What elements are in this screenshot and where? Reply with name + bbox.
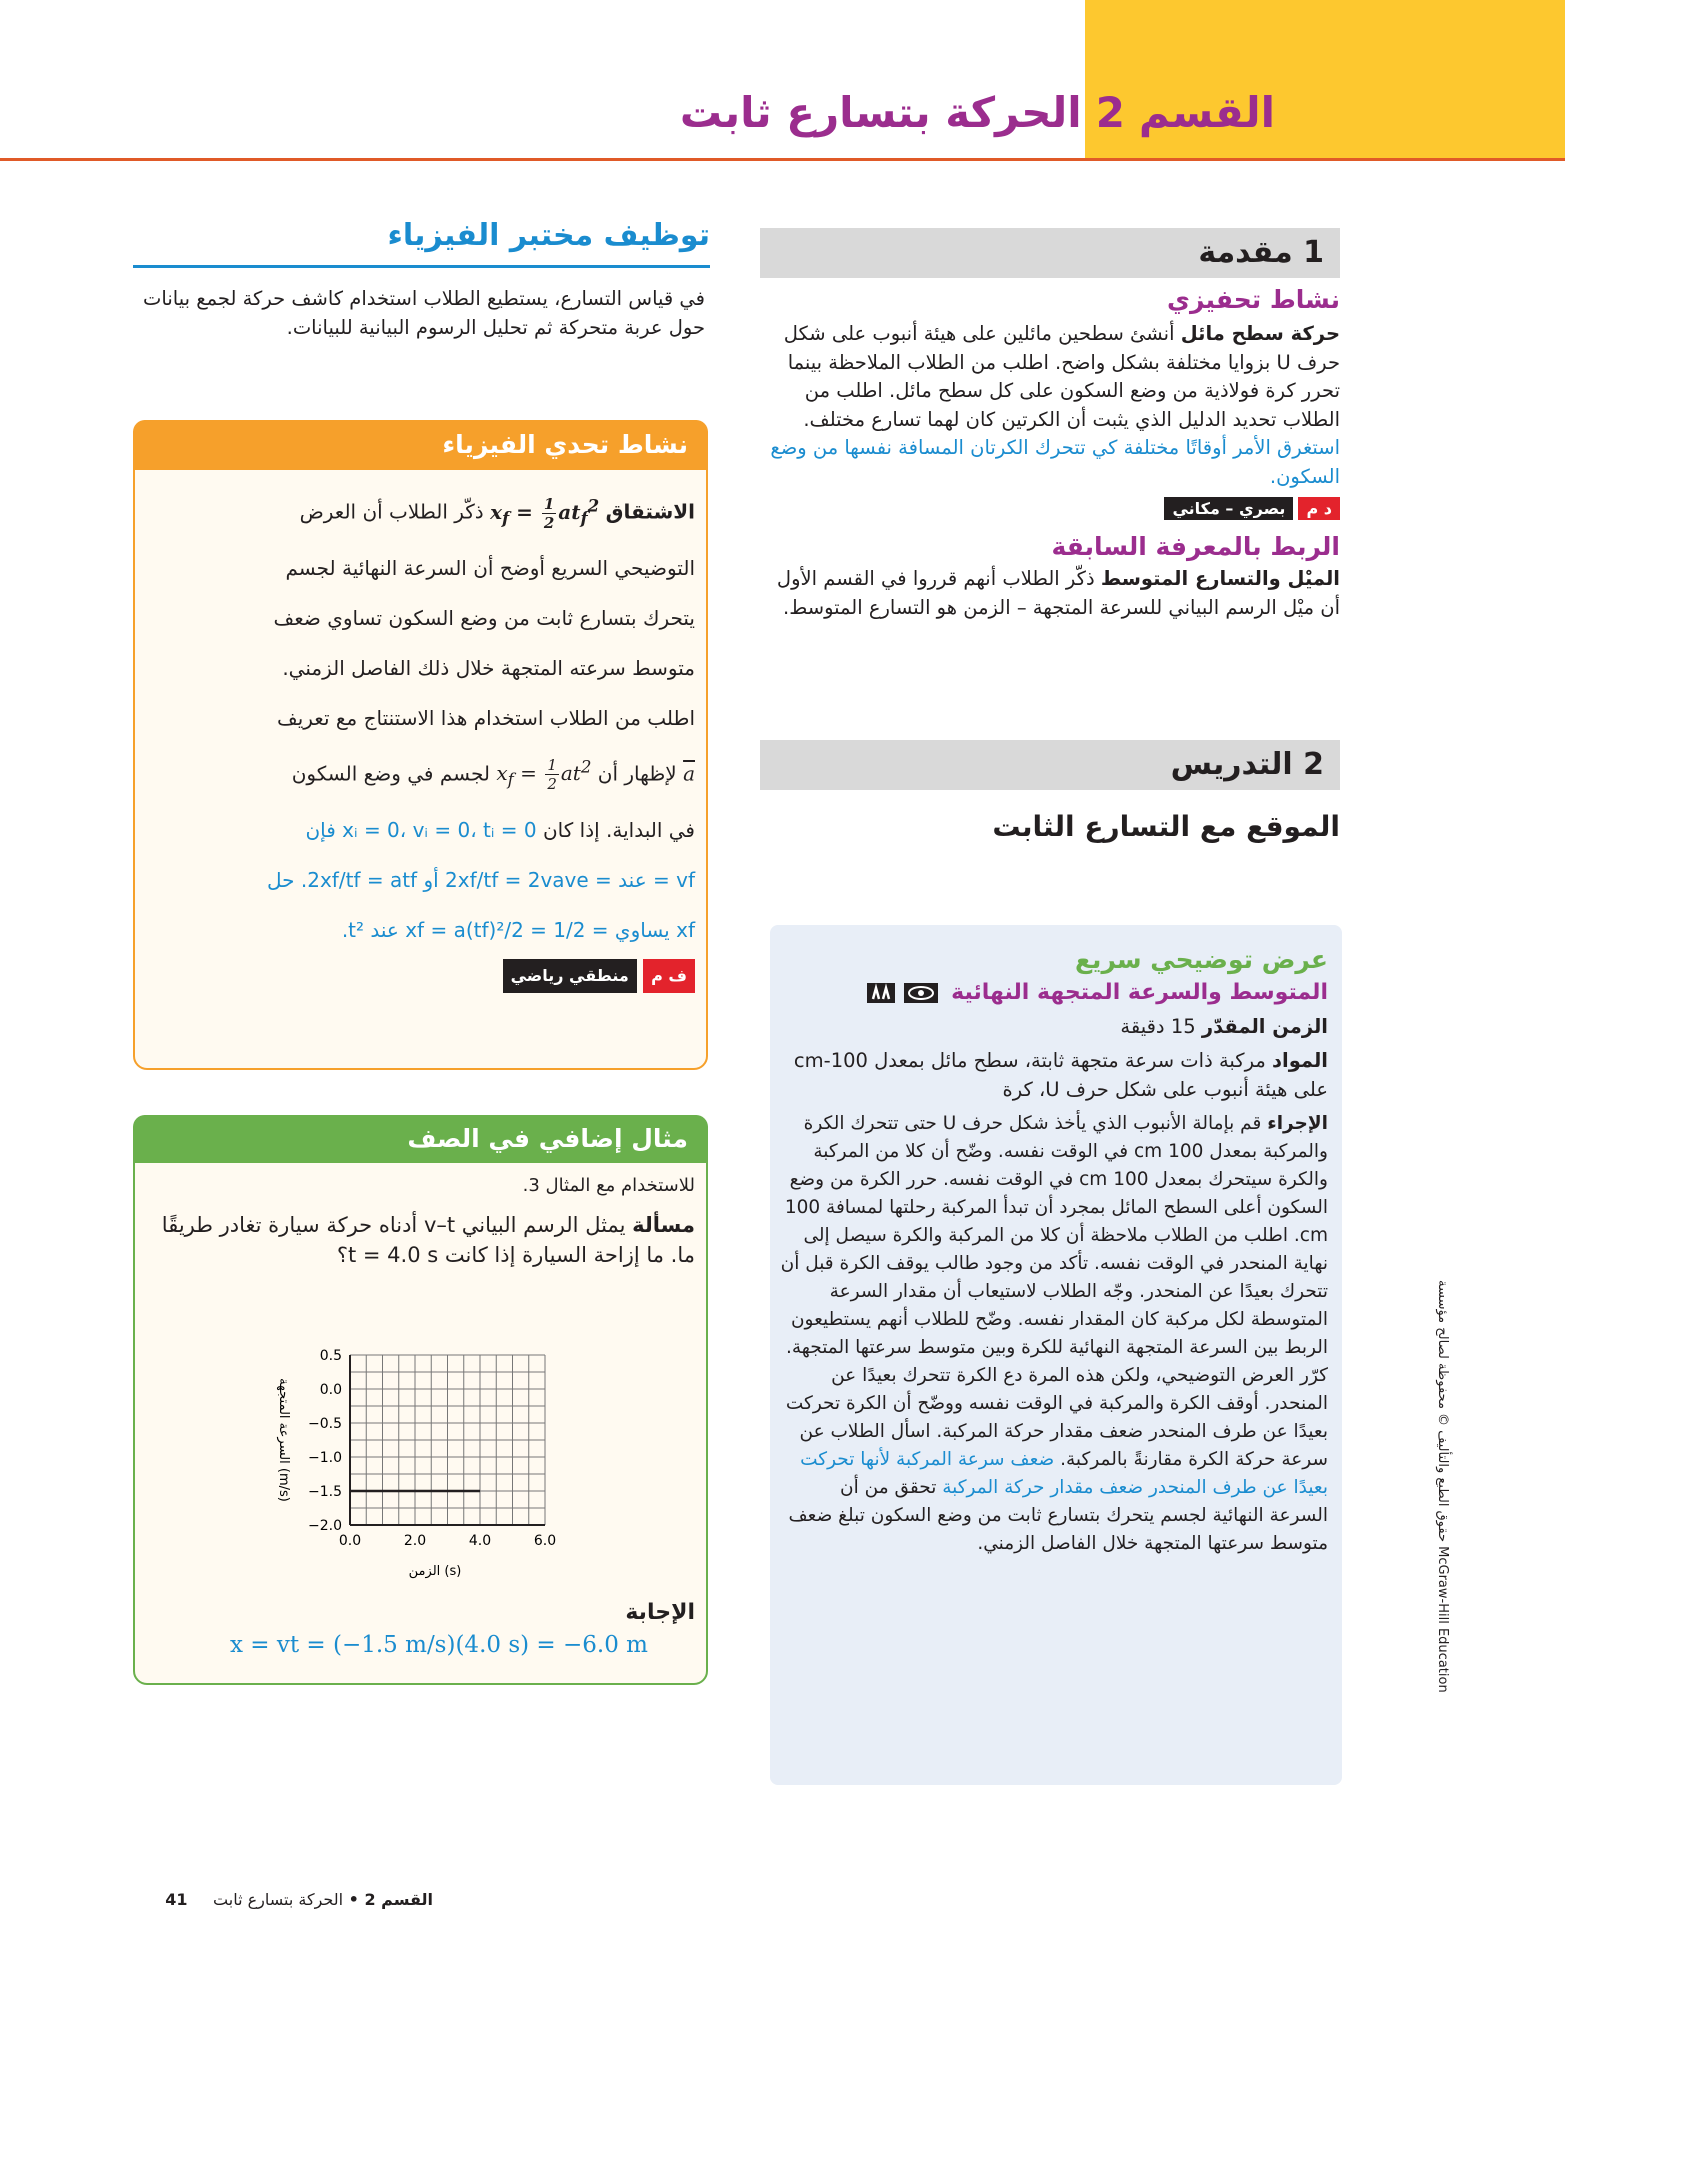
y-tick-label: 0.5	[319, 1348, 342, 1364]
chart-x-label: الزمن (s)	[408, 1564, 462, 1579]
materials-label: المواد	[1272, 1049, 1328, 1072]
challenge-line-1: الاشتقاق $x_f$ = $\frac{1}{2}$ $at_f^2$ ذكّر الطلاب أن العرض	[299, 494, 695, 532]
quick-demo-content	[778, 945, 1328, 1558]
prior-bold: الميْل والتسارع المتوسط	[1100, 567, 1340, 590]
tag-dm: د م	[1298, 497, 1340, 520]
challenge-line-4: متوسط سرعته المتجهة خلال ذلك الفاصل الزمني.	[282, 655, 695, 680]
lab-rule	[133, 265, 710, 268]
intro-heading: 1 مقدمة	[760, 228, 1340, 278]
page-footer: القسم 2 • الحركة بتسارع ثابت 41	[165, 1890, 433, 1909]
teach-heading: 2 التدريس	[760, 740, 1340, 790]
answer-text: x = vt = (−1.5 m/s)(4.0 s) = −6.0 m	[230, 1632, 648, 1658]
chart-grid	[350, 1355, 545, 1525]
tag-logical-math: منطقي رياضي	[503, 959, 637, 993]
challenge-line-2: التوضيحي السريع أوضح أن السرعة النهائية لجسم	[285, 555, 695, 580]
example-use: للاستخدام مع المثال 3.	[522, 1175, 695, 1196]
teach-subheading: الموقع مع التسارع الثابت	[992, 810, 1340, 843]
motivate-section	[760, 285, 1340, 622]
demo-procedure	[778, 1110, 1328, 1558]
challenge-text-1: ذكّر الطلاب أن العرض	[299, 499, 484, 524]
x-tick-label: 0.0	[338, 1533, 362, 1549]
challenge-text-7b: xᵢ = 0، vᵢ = 0، tᵢ = 0 فإن	[305, 818, 537, 843]
demo-subheading-row	[778, 980, 1328, 1007]
challenge-text-7: في البداية. إذا كان	[542, 818, 695, 843]
x-tick-label: 2.0	[403, 1533, 427, 1549]
demo-subheading: المتوسط والسرعة المتجهة النهائية	[951, 980, 1328, 1005]
chart-y-label: السرعة المتجهة (m/s)	[276, 1378, 291, 1502]
procedure-end: تحقق من أن السرعة النهائية لجسم يتحرك بتسارع ثابت من وضع السكون تبلغ ضعف متوسط سرعتها المتجهة خلال الفاصل الزمني.	[788, 1477, 1328, 1554]
section-number: 2	[1095, 88, 1125, 137]
challenge-line-7	[150, 805, 695, 855]
tag-visual-spatial: بصري – مكاني	[1164, 497, 1293, 520]
prior-heading: الربط بالمعرفة السابقة	[1051, 532, 1340, 561]
side-credit: حقوق الطبع والتأليف © محفوظة لصالح مؤسسة McGraw-Hill Education	[1435, 1280, 1450, 1693]
time-label: الزمن المقدّر	[1201, 1014, 1328, 1038]
materials-text: مركبة ذات سرعة متجهة ثابتة، سطح مائل بمعدل 100-cm على هيئة أنبوب على شكل حرف U، كرة	[793, 1049, 1328, 1101]
challenge-line-3: يتحرك بتسارع ثابت من وضع السكون تساوي ضعف	[273, 605, 695, 630]
x-tick-label: 4.0	[468, 1533, 492, 1549]
challenge-line-5: اطلب من الطلاب استخدام هذا الاستنتاج مع تعريف	[277, 705, 695, 730]
y-tick-label: −1.5	[308, 1484, 342, 1500]
motivate-heading: نشاط تحفيزي	[1167, 285, 1340, 314]
footer-section: القسم 2	[364, 1890, 433, 1909]
prior-body	[760, 565, 1340, 622]
page-number: 41	[165, 1890, 188, 1909]
lab-text: في قياس التسارع، يستطيع الطلاب استخدام كاشف حركة لجمع بيانات حول عربة متحركة ثم تحليل الرسوم البيانية للبيانات.	[143, 287, 705, 339]
challenge-heading	[133, 420, 708, 470]
demo-materials	[778, 1047, 1328, 1104]
procedure-answer: ضعف سرعة المركبة لأنها تحركت بعيدًا عن طرف المنحدر ضعف مقدار حركة المركبة	[800, 1449, 1328, 1498]
title-rule	[0, 158, 1565, 161]
vt-chart	[255, 1335, 585, 1580]
x-tick-label: 6.0	[533, 1533, 557, 1549]
prior-text: ذكّر الطلاب أنهم قرروا في القسم الأول أن ميْل الرسم البياني للسرعة المتجهة – الزمن هو التسارع المتوسط.	[776, 567, 1340, 619]
y-tick-label: −2.0	[308, 1518, 342, 1534]
section-title: الحركة بتسارع ثابت	[679, 88, 1082, 137]
tag-fm: ف م	[643, 959, 695, 993]
example-q-text: يمثل الرسم البياني v–t أدناه حركة سيارة تغادر طريقًا ما. ما إزاحة السيارة إذا كانت t = 4.0 s؟	[161, 1213, 695, 1267]
example-q-label: مسألة	[632, 1213, 695, 1237]
challenge-text-6: لإظهار أن	[597, 761, 677, 786]
example-question	[155, 1210, 695, 1270]
procedure-text: قم بإمالة الأنبوب الذي يأخذ شكل حرف U حتى تتحرك الكرة والمركبة بمعدل 100 cm في الوقت نفسه. وضّح أن كلا من المركبة والكرة سيتحرك بمعدل 100 cm في الوقت نفسه. حرر الكرة من وضع السكون أعلى السطح المائل بمجرد أن تبدأ المركبة رحلتها لمسافة 100 cm. اطلب من الطلاب ملاحظة أن كلا من المركبة والكرة سيصل إلى نهاية المنحدر في الوقت نفسه. تأكد من وجود طالب يوقف الكرة قبل أن تتحرك بعيدًا عن المنحدر. وجّه الطلاب لاستيعاب أن مقدار السرعة المتوسطة لكل مركبة كان المقدار نفسه. وضّح للطلاب أنهم يستطيعون الربط بين السرعة المتجهة النهائية للكرة وبين متوسط سرعتها المتجهة. كرّر العرض التوضيحي، ولكن هذه المرة دع الكرة تتحرك بعيدًا عن المنحدر. أوقف الكرة والمركبة في الوقت نفسه ووضّح أن الكرة تحركت بعيدًا عن طرف المنحدر ضعف مقدار حركة المركبة. اسأل الطلاب عن سرعة حركة الكرة مقارنةً بالمركبة.	[780, 1113, 1328, 1470]
tag-row-2	[150, 959, 695, 993]
answer-label: الإجابة	[625, 1600, 695, 1625]
challenge-text-6b: لجسم في وضع السكون	[291, 761, 491, 786]
example-heading-text: مثال إضافي في الصف	[407, 1124, 688, 1153]
challenge-line-8: vf = عند = 2xf/tf = 2vave أو 2xf/tf = atf. حل	[267, 868, 695, 893]
eye-icon	[904, 983, 938, 1007]
section-label: القسم	[1138, 88, 1275, 137]
lab-heading: توظيف مختبر الفيزياء	[387, 218, 710, 253]
time-value: 15 دقيقة	[1120, 1014, 1196, 1038]
challenge-heading-text: نشاط تحدي الفيزياء	[442, 430, 688, 459]
hands-icon	[867, 983, 895, 1007]
motivate-text: أنشئ سطحين مائلين على هيئة أنبوب على شكل حرف U بزوايا مختلفة بشكل واضح. اطلب من الطلاب الملاحظة بينما تحرر كرة فولاذية من وضع السكون على كل سطح مائل. اطلب من الطلاب تحديد الدليل الذي يثبت أن الكرتين كان لهما تسارع مختلف.	[783, 322, 1340, 431]
demo-time	[778, 1013, 1328, 1042]
motivate-answer: استغرق الأمر أوقاتًا مختلفة كي تتحرك الكرتان المسافة نفسها من وضع السكون.	[770, 436, 1340, 488]
example-heading	[133, 1115, 708, 1163]
motivate-bold: حركة سطح مائل	[1180, 322, 1340, 345]
chapter-title	[680, 88, 1275, 137]
challenge-line-6: a لإظهار أن $x_f$ = $\frac{1}{2}$ $at^2$ لجسم في وضع السكون	[291, 756, 695, 794]
demo-heading: عرض توضيحي سريع	[1074, 945, 1328, 974]
procedure-label: الإجراء	[1267, 1113, 1328, 1134]
motivate-body	[760, 320, 1340, 491]
chart-tick-labels	[308, 1348, 556, 1549]
challenge-line-9: xf يساوي = xf = a(tf)²/2 = 1/2 عند t².	[341, 918, 695, 943]
challenge-bold: الاشتقاق	[605, 499, 695, 524]
footer-title: الحركة بتسارع ثابت	[213, 1890, 344, 1909]
y-tick-label: 0.0	[319, 1382, 342, 1398]
y-tick-label: −0.5	[308, 1416, 342, 1432]
y-tick-label: −1.0	[308, 1450, 342, 1466]
tag-row-1	[760, 497, 1340, 520]
challenge-body	[150, 480, 695, 993]
